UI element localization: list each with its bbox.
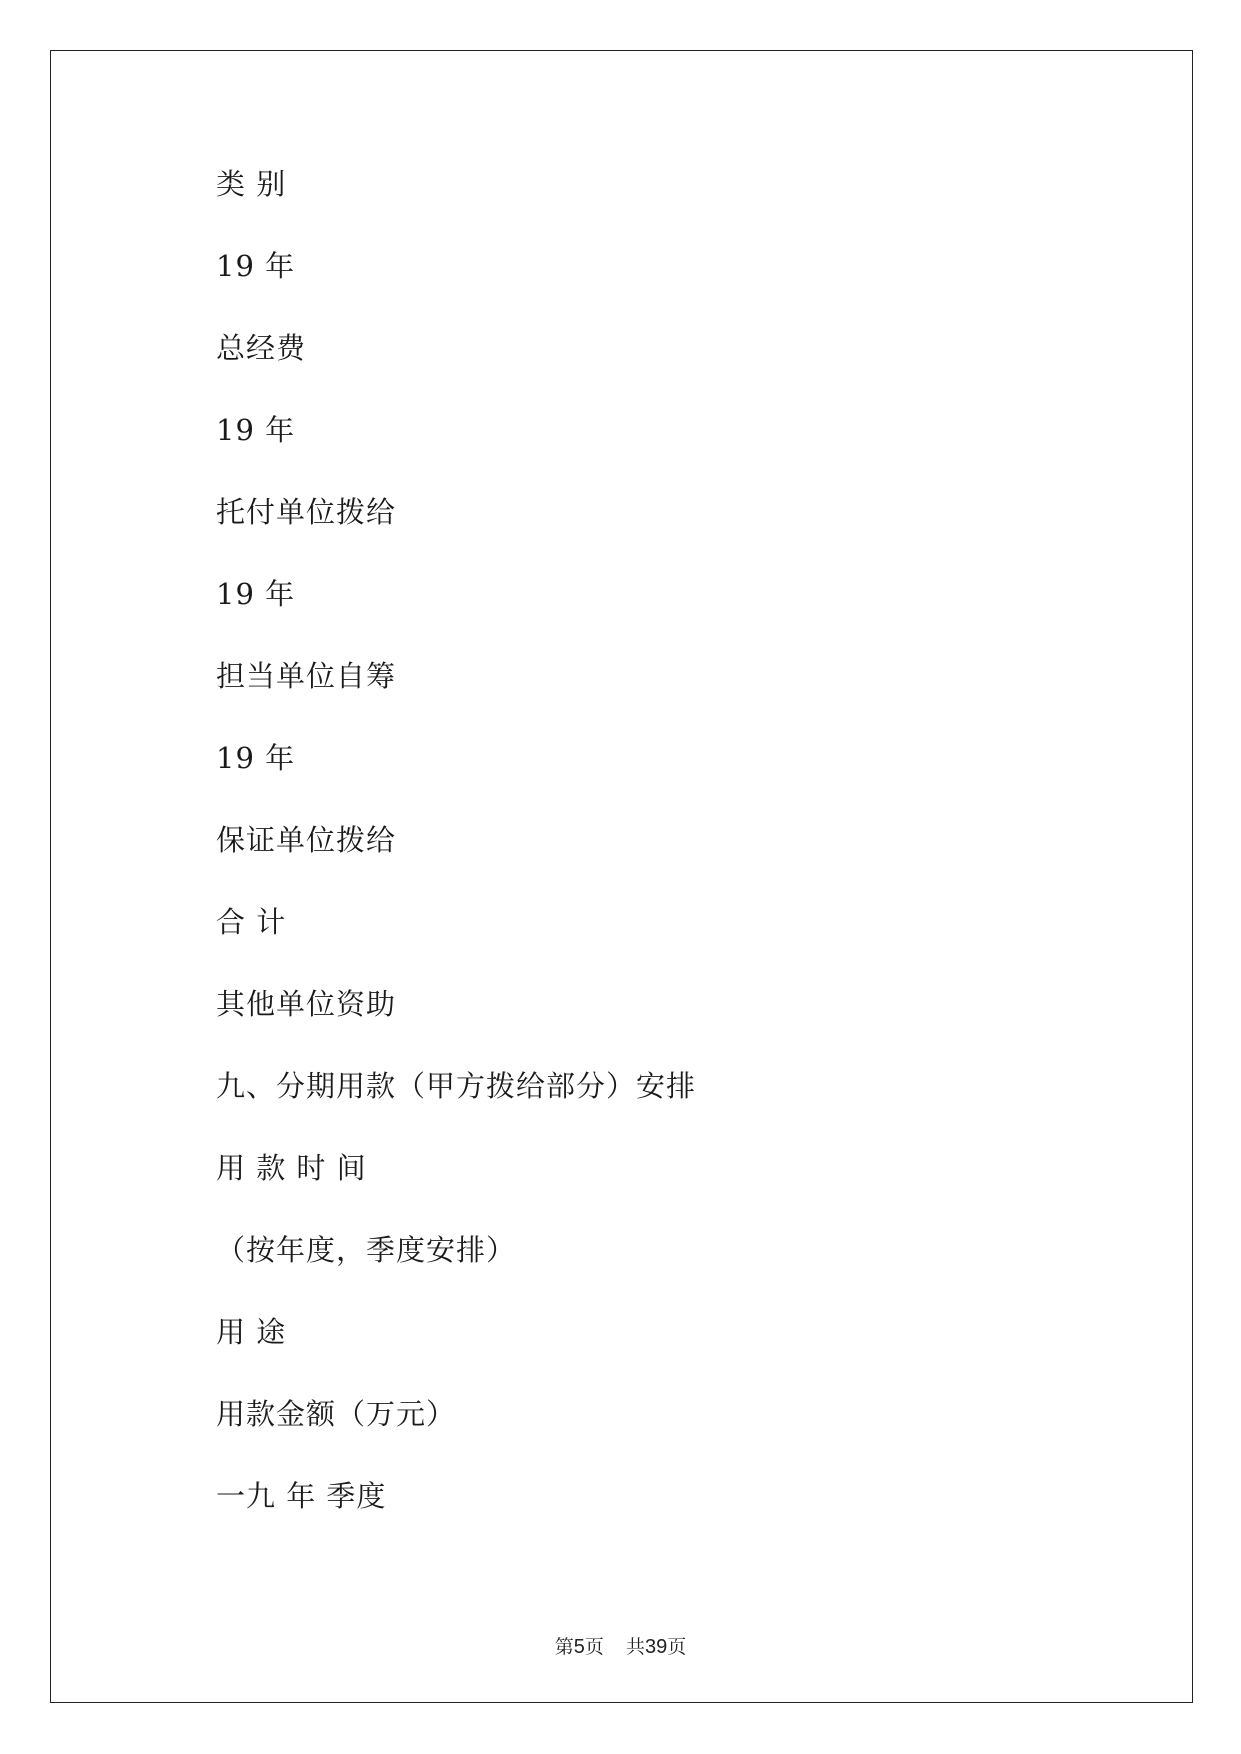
text-line: （按年度，季度安排） [216,1233,517,1267]
page-suffix: 页 [584,1636,604,1658]
page-prefix: 第 [554,1636,574,1658]
text-line: 合 计 [216,905,287,939]
text-line: 19 年 [216,249,296,283]
text-line: 用 途 [216,1315,287,1349]
text-line: 总经费 [216,331,307,365]
text-line: 19 年 [216,413,296,447]
text-line: 保证单位拨给 [216,823,397,857]
page-footer [0,1632,1241,1659]
text-line: 托付单位拨给 [216,495,397,529]
text-line: 一九 年 季度 [216,1479,387,1513]
total-prefix: 共 [625,1636,645,1658]
document-body [216,166,1116,1560]
text-line: 用 款 时 间 [216,1151,367,1185]
total-pages: 39 [644,1636,668,1658]
total-suffix: 页 [667,1636,687,1658]
text-line: 担当单位自筹 [216,659,397,693]
text-line: 其他单位资助 [216,987,397,1021]
text-line: 19 年 [216,577,296,611]
text-line: 用款金额（万元） [216,1397,457,1431]
page-number: 5 [573,1636,585,1658]
text-line: 19 年 [216,741,296,775]
section-heading: 九、分期用款（甲方拨给部分）安排 [216,1069,697,1103]
text-line: 类 别 [216,167,287,201]
